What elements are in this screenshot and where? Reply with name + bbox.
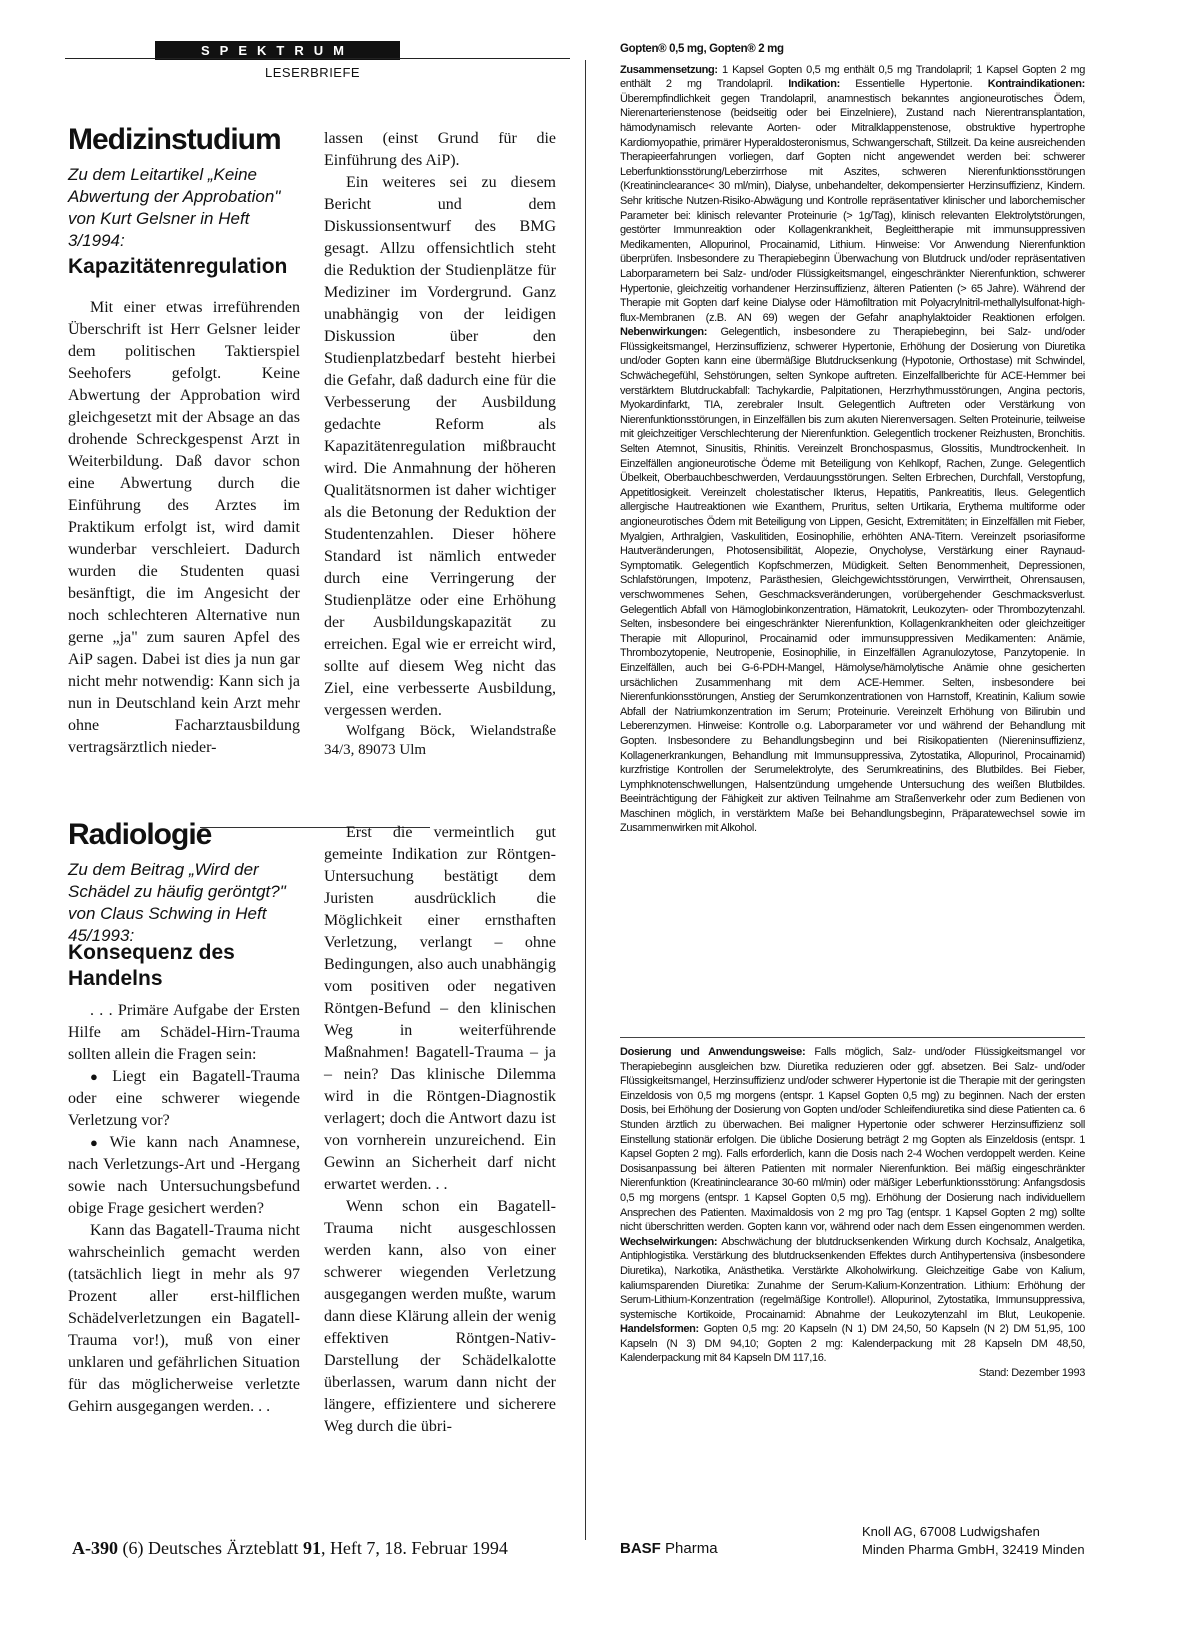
paragraph: Erst die vermeintlich gut gemeinte Indikation zur Röntgen-Untersuchung bestätigt dem Juristen ausdrücklich die Möglichkeit einer ernsthaften Verletzung, verlangt – ohne Bedingungen, also auch unabhängig vom positiven oder negativen Röntgen-Befund – den klinischen Weg in weiterführende Maßnahmen! Bagatell-Trauma – ja – nein? Das klinische Dilemma wird in die Röntgen-Diagnostik verlagert; doch die Antwort dazu ist von vornherein unzureichend. Ein Gewinn an Sicherheit darf nicht erwartet werden. . . [324, 824, 556, 1193]
text: Gelegentlich, insbesondere zu Therapiebeginn, bei Salz- und/oder Flüssigkeitsmangel, Herzinsuffizienz, schwerer Hypertonie, Erhöhung der Dosierung von Diuretika und/oder Gopten kann eine übermäßige Blutdrucksenkung (Hypotonie, Orthostase) mit Schwindel, Schwächegefühl, Sehstörungen, selten Synkope auftreten. Einzelfallberichte für ACE-Hemmer bei verstärktem Blutdruckabfall: Tachykardie, Palpitationen, Herzrhythmusstörungen, Angina pectoris, Myokardinfarkt, TIA, zerebraler Insult. Gelegentlich Auftreten oder Verstärkung von Nierenfunktionsstörungen, in Einzelfällen bis zum akuten Nierenversagen. Selten Proteinurie, teilweise mit gleichzeitiger Verschlechterung der Nierenfunktion. Gelegentlich trockener Reizhusten, Bronchitis. Selten Atemnot, Sinusitis, Rhinitis. Vereinzelt Bronchospasmus, Glossitis, Mundtrockenheit. In Einzelfällen angioneurotische Ödeme mit Beteiligung von Kehlkopf, Rachen, Zunge. Gelegentlich Übelkeit, Oberbauchbeschwerden, Verdauungsstörungen. Selten Erbrechen, Durchfall, Verstopfung, Appetitlosigkeit. Vereinzelt cholestatischer Ikterus, Hepatitis, Pankreatitis, Ileus. Gelegentlich allergische Hautreaktionen wie Exanthem, Pruritus, selten Urtikaria, Erythema multiforme oder angioneurotisches Ödem mit Beteiligung von Lippen, Gesicht, Extremitäten; in Einzelfällen mit Fieber, Myalgien, Arthralgien, Vaskulitiden, Eosinophilie, erhöhten ANA-Titern. Vereinzelt psoriasiforme Hautveränderungen, Photosensibilität, Alopezie, Onycholyse, Verstärkung einer Raynaud-Symptomatik. Gelegentlich Kopfschmerzen, Müdigkeit. Selten Benommenheit, Depressionen, Schlafstörungen, Impotenz, Parästhesien, Gleichgewichtsstörungen, Verwirrtheit, Ohrensausen, verschwommenes Sehen, Geschmacksveränderungen, vorübergehender Geschmacksverlust. Gelegentlich Abfall von Hämoglobinkonzentration, Hämatokrit, Leukozyten- oder Thrombozytenzahl. Selten, insbesondere bei eingeschränkter Nierenfunktion, Kollagenkrankheiten oder gleichzeitiger Therapie mit Allopurinol, Procainamid oder immunsuppressiven Medikamenten: Anämie, Thrombozytopenie, Neutropenie, Eosinophilie, in Einzelfällen Agranulozytose, Panzytopenie. In Einzelfällen, auch bei G-6-PDH-Mangel, Hämolyse/hämolytische Anämie ohne gesicherten ursächlichen Zusammenhang mit dem ACE-Hemmer. Selten, insbesondere bei Nierenfunkionsstörungen, Anstieg der Serumkonzentrationen von Harnstoff, Kreatinin, Kalium sowie Abfall der Natriumkonzentration im Serum; Proteinurie. Vereinzelt Erhöhung von Bilirubin und Leberenzymen. Hinweise: Kontrolle o.g. Laborparameter vor und während der Behandlung mit Gopten. Insbesondere zu Behandlungsbeginn und bei Risikopatienten (Niereninsuffizienz, Kollagenerkrankungen, Behandlung mit Immunsuppressiva, Zytostatika, Allopurinol, Procainamid) kurzfristige Kontrollen der Serumelektrolyte, des Serumkreatinins, des Blutbildes. Bei Fieber, Lymphknotenschwellungen, Halsentzündung umgehende Untersuchung des weißen Blutbildes. Beeinträchtigung der Fähigkeit zur aktiven Teilnahme am Straßenverkehr oder zum Bedienen von Maschinen möglich, in verstärktem Maße bei Behandlungsbeginn, Präparatewechsel sowie im Zusammenwirken mit Alkohol. [620, 326, 1085, 835]
label: Handelsformen: [620, 1323, 699, 1336]
pharma-info-bottom [620, 1045, 1085, 1381]
label: Wechselwirkungen: [620, 1235, 718, 1248]
text: Überempfindlichkeit gegen Trandolapril, anamnestisch bekanntes angioneurotisches Ödem, Nierenarterienstenose (beidseitig oder bei Einzelniere), Zustand nach Nierentransplantation, hämodynamisch relevante Aorten- oder Mitralklappenstenose, obstruktive hypertrophe Kardiomyopathie, primärer Hyperaldosteronismus, Schwangerschaft, Stillzeit. Da keine ausreichenden Therapieerfahrungen vorliegen, darf Gopten nicht angewendet werden bei: schwerer Leberfunktionsstörung/Leberzirrhose mit Aszites, schweren Nierenfunktionsstörungen (Kreatininclearance< 30 ml/min), Dialyse, unbehandelter, dekompensierter Herzinsuffizienz, Kindern. Sehr kritische Nutzen-Risiko-Abwägung und Kontrolle repräsentativer klinischer und laborchemischer Parameter bei: klinisch relevanter Proteinurie (> 1g/Tag), klinisch relevanten Elektrolytstörungen, gestörter Immunreaktion oder Kollagenkrankheit, Begleittherapie mit immunsuppressiven Medikamenten, Allopurinol, Procainamid, Lithium. Hinweise: Vor Anwendung Nierenfunktion überprüfen. Insbesondere zu Therapiebeginn Überwachung von Blutdruck und/oder repräsentativen Laborparametern bei Salz- und/oder Flüssigkeitsmangel, eingeschränkter Nierenfunktion, schwerer Hypertonie, gleichzeitig vorhandener Herzinsuffizienz, älteren Patienten (> 65 Jahre). Während der Therapie mit Gopten darf keine Dialyse oder Hämofiltration mit Polyacrylnitril-methallylsulfonat-high-flux-Membranen (z.B. AN 69) wegen der Gefahr anaphylaktoider Reaktionen erfolgen. [620, 92, 1085, 324]
article-body-col1 [68, 1000, 300, 1418]
bullet-item: ● Liegt ein Bagatell-Trauma oder eine schwerer wiegende Verletzung vor? [68, 1066, 300, 1132]
header-rule [65, 58, 570, 59]
label: Dosierung und Anwendungsweise: [620, 1046, 806, 1058]
text: Gopten 0,5 mg: 20 Kapseln (N 1) DM 24,50, 50 Kapseln (N 2) DM 51,95, 100 Kapseln (N 3) DM 94,10; Gopten 2 mg: Kalenderpackung mit 28 Kapseln DM 48,50, Kalenderpackung mit 84 Kapseln DM 117,16. [620, 1323, 1085, 1365]
author-signature: Wolfgang Böck, Wielandstraße 34/3, 89073 Ulm [324, 723, 556, 758]
page-footer [72, 1538, 508, 1559]
label: Indikation: [788, 78, 840, 91]
article-title-radiologie: Radiologie [68, 818, 212, 851]
article-body-col2 [324, 128, 556, 760]
text: Falls möglich, Salz- und/oder Flüssigkeitsmangel vor Therapiebeginn ausgleichen bzw. Diuretika reduzieren oder ggf. absetzen. Bei Salz- und/oder Flüssigkeitsmangel, Herzinsuffizienz und/oder schwerer Hypertonie ist die Therapie mit der geringsten Einzeldosis von 0,5 mg morgens (entspr. 1 Kapsel Gopten 0,5 mg) zu beginnen. Nach der ersten Dosis, bei Erhöhung der Dosierung von Gopten und/oder Schleifendiuretika sind diese Patienten ca. 6 Stunden ärztlich zu überwachen. Bei maligner Hypertonie oder schwerer Herzinsuffizienz soll Einstellung stationär erfolgen. Die übliche Dosierung beträgt 2 mg Gopten als Einzeldosis (entspr. 1 Kapsel Gopten 2 mg). Falls erforderlich, kann die Dosis nach 2-4 Wochen verdoppelt werden. Keine Dosisanpassung bei älteren Patienten mit normaler Nierenfunktion. Bei mäßig eingeschränkter Nierenfunktion (Kreatininclearance 30-60 ml/min) oder mäßiger Leberfunktionsstörung: Anfangsdosis 0,5 mg morgens (entspr. 1 Kapsel Gopten 0,5 mg). Erhöhung der Dosierung nach individuellem Ansprechen des Patienten. Maximaldosis von 2 mg pro Tag (entspr. 1 Kapsel Gopten 2 mg) sollte nicht überschritten werden. Gopten kann vor, während oder nach dem Essen eingenommen werden. [620, 1046, 1086, 1234]
label: Nebenwirkungen: [620, 326, 708, 339]
company-line: Knoll AG, 67008 Ludwigshafen [862, 1524, 1040, 1539]
pharma-paragraph [620, 1045, 1085, 1366]
paragraph: Wenn schon ein Bagatell-Trauma nicht ausgeschlossen werden kann, also von einer schwerer wiegenden Verletzung ausgegangen werden mußte, warum dann diese Klärung allein der wenig effektiven Röntgen-Nativ-Darstellung der Schädelkalotte überlassen, warum dann nicht der längere, effizientere und sicherere Weg durch die übri- [324, 1198, 556, 1435]
pharma-info-top [620, 42, 1085, 836]
company-line: Minden Pharma GmbH, 32419 Minden [862, 1542, 1085, 1557]
text: Essentielle Hypertonie. [839, 78, 973, 91]
page-code: A-390 [72, 1538, 118, 1558]
section-header: SPEKTRUM [155, 41, 400, 60]
article-body-col2 [324, 822, 556, 1438]
journal-name: (6) Deutsches Ärzteblatt [122, 1538, 299, 1558]
text: 1 Kapsel Gopten 0,5 mg enthält 0,5 mg Trandolapril; 1 Kapsel Gopten 2 mg enthält 2 mg Trandolapril. [620, 63, 1085, 91]
paragraph: Kann das Bagatell-Trauma nicht wahrscheinlich gemacht werden (tatsächlich liegt in mehr als 97 Prozent aller erst-hilflichen Schädelverletzungen ein Bagatell-Trauma vor!), muß von einer unklaren und gefährlichen Situation für das möglicherweise verletzte Gehirn ausgegangen werden. . . [68, 1222, 300, 1415]
pharma-title: Gopten® 0,5 mg, Gopten® 2 mg [620, 43, 784, 55]
brand-rest: Pharma [660, 1540, 718, 1557]
article-subhead: Konsequenz des Handelns [68, 941, 235, 990]
paragraph: lassen (einst Grund für die Einführung des AiP). [324, 130, 556, 169]
paragraph: Mit einer etwas irreführenden Überschrift ist Herr Gelsner leider dem politischen Taktierspiel Seehofers gefolgt. Keine Abwertung der Approbation wird gleichgesetzt mit der Absage an das drohende Schreckgespenst Arzt in Weiterbildung. Daß davor schon eine Abwertung durch die Einführung des Arztes im Praktikum erfolgt ist, wird damit wunderbar verschleiert. Dadurch wurden die Studenten quasi besänftigt, die im Angesicht der noch schlechteren Alternative nun gerne „ja" zum sauren Apfel des AiP sagen. Dabei ist dies ja nun gar nicht mehr notwendig: Kann sich ja nun in Deutschland kein Arzt mehr ohne Facharztausbildung vertragsärztlich nieder- [68, 299, 300, 756]
company-info [862, 1523, 1085, 1559]
brand-logo [620, 1540, 718, 1557]
pharma-divider [620, 1037, 1085, 1038]
article-body-col1 [68, 297, 300, 759]
text: Abschwächung der blutdrucksenkenden Wirkung durch Kochsalz, Analgetika, Antiphlogistika. Verstärkung des blutdrucksenkenden Effektes durch Antihypertensiva (insbesondere Diuretika), Narkotika, Anästhetika. Verstärkte Alkoholwirkung. Gleichzeitige Gabe von Kalium, kaliumsparenden Diuretika: Zunahme der Serum-Kalium-Konzentration. Lithium: Erhöhung der Serum-Lithium-Konzentration (regelmäßige Kontrolle!). Allopurinol, Zytostatika, Immunsuppressiva, systemische Kortikoide, Procainamid: Abnahme der Leukozytenzahl im Blut, Leukopenie. [620, 1235, 1085, 1321]
article-intro: Zu dem Beitrag „Wird der Schädel zu häufig geröntgt?" von Claus Schwing in Heft 45/1993: [68, 860, 286, 945]
subsection-label: LESERBRIEFE [265, 65, 361, 80]
label: Zusammensetzung: [620, 63, 718, 76]
label: Kontraindikationen: [987, 78, 1085, 91]
pharma-paragraph [620, 63, 1085, 836]
paragraph: Ein weiteres sei zu diesem Bericht und dem Diskussionsentwurf des BMG gesagt. Allzu offensichtlich steht die Reduktion der Studienplätze für Mediziner im Vordergrund. Ganz unabhängig von der leidigen Diskussion über den Studienplatzbedarf besteht hierbei die Gefahr, daß dadurch eine für die Verbesserung der Ausbildung gedachte Reform als Kapazitätenregulation mißbraucht wird. Die Anmahnung der höheren Qualitätsnormen ist daher wichtiger als die Betonung der Reduktion der Studentenzahlen. Dieser höhere Standard ist nämlich entweder durch eine Verringerung der Studienplätze oder eine Erhöhung der Ausbildungskapazität zu erreichen. Egal wie er erreicht wird, sollte auf diesem Weg nicht das Ziel, eine verbesserte Ausbildung, vergessen werden. [324, 174, 556, 719]
issue-date: , Heft 7, 18. Februar 1994 [320, 1538, 508, 1558]
brand-bold: BASF [620, 1540, 661, 1557]
volume: 91 [302, 1538, 321, 1558]
column-divider [585, 60, 586, 1540]
bullet-item: ● Wie kann nach Anamnese, nach Verletzungs-Art und -Hergang sowie nach Untersuchungsbefund obige Frage gesichert werden? [68, 1132, 300, 1220]
article-intro: Zu dem Leitartikel „Keine Abwertung der Approbation" von Kurt Gelsner in Heft 3/1994: [68, 165, 281, 250]
paragraph: . . . Primäre Aufgabe der Ersten Hilfe am Schädel-Hirn-Trauma sollten allein die Fragen sein: [68, 1002, 300, 1063]
article-subhead: Kapazitätenregulation [68, 255, 288, 278]
pharma-date: Stand: Dezember 1993 [978, 1367, 1085, 1380]
article-title-medizinstudium: Medizinstudium [68, 123, 281, 156]
